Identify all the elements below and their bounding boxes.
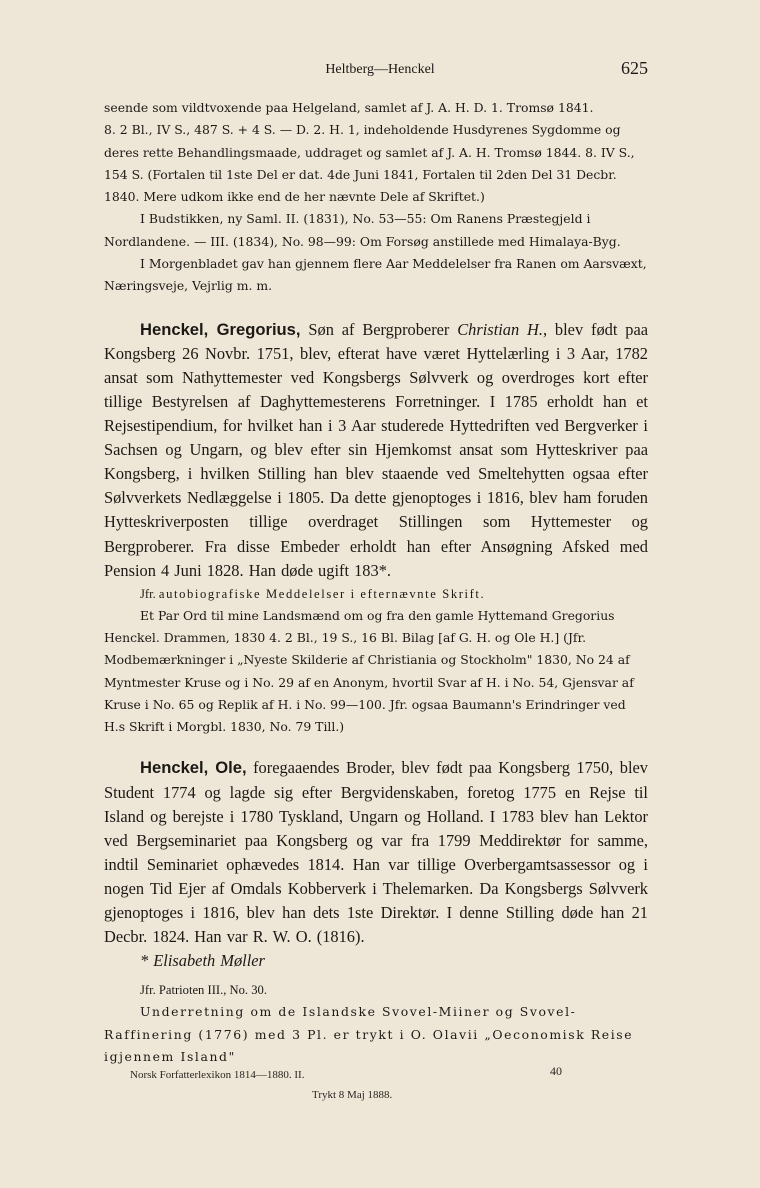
ole-works: Underretning om de Islandske Svovel-Miiner og Svovel-Raffinering (1776) med 3 Pl. er trykt i O. Olavii „Oeconomisk Reise igjennem Island" [104,1004,634,1064]
gregorius-bio-part2: , blev født paa Kongsberg 26 Novbr. 1751, blev, efterat have været Hyttelærling i 3 Aar, 1782 ansat som Nathyttemester ved Kongsbergs Sølvverk og overdroges kort efter tillige Bestyrelsen af Daghyttemesterens Forretninger. I 1785 erholdt han et Rejsestipendium, for hvilket han i 3 Aar studerede Hyttedriften ved Bergverker i Sachsen og Ungarn, og blev efter sin Hjemkomst ansat som Hytteskriver paa Kongsberg, i hvilken Stilling han blev staaende ved Smeltehytten ogsaa efter Sølvverkets Nedlæggelse i 1805. Da dette gjenoptoges i 1816, blev ham foruden Hytteskriverposten tillige overdraget Stillingen som Hyttemester og Bergproberer. Fra disse Embeder erholdt han efter Ansøgning Afsked med Pension 4 Juni 1828. Han døde ugift 183*. [104,319,648,580]
gregorius-works: Et Par Ord til mine Landsmænd om og fra den gamle Hyttemand Gregorius Henckel. Drammen, 1830 4. 2 Bl., 19 S., 16 Bl. Bilag [af G. H. og Ole H.] (Jfr. Modbemærkninger i „Nyeste Skilderie af Christiania og Stockholm" 1830, No 24 af Myntmester Kruse og i No. 29 af en Anonym, hvortil Svar af H. i No. 54, Gjensvar af Kruse i No. 65 og Replik af H. i No. 99—100. Jfr. ogsaa Baumann's Erindringer ved H.s Skrift i Morgbl. 1830, No. 79 Till.) [104,607,634,735]
entry-heading-gregorius: Henckel, Gregorius, [140,319,301,339]
entry-ole-henckel [104,756,648,949]
ole-bio: foregaaendes Broder, blev født paa Kongsberg 1750, blev Student 1774 og lagde sig efter Bergvidenskaben, foretog 1775 en Rejse til Island og berejste i 1780 Tyskland, Ungarn og Holland. I 1783 blev han Lektor ved Bergseminariet paa Kongsberg og var fra 1799 Meddirektør for samme, indtil Seminariet ophævedes 1814. Han var tillige Overbergamtsassessor og i nogen Tid Ejer af Omdals Kobberverk i Thelemarken. Da Kongsbergs Sølvverk gjenoptoges i 1816, blev han dets 1ste Direktør. I denne Stilling døde han 21 Decbr. 1824. Han var R. W. O. (1816). [104,758,648,947]
sheet-number: 40 [550,1064,562,1078]
page-content [104,97,648,1068]
page-number: 625 [621,58,648,78]
ole-spouse: * Elisabeth Møller [140,951,265,971]
gregorius-bio-part1: Søn af Bergproberer [300,319,458,339]
heltberg-works-continued: 8. 2 Bl., IV S., 487 S. + 4 S. — D. 2. H. 1, indeholdende Husdyrenes Sygdomme og deres rette Behandlingsmaade, uddraget og samlet af J. A. H. Tromsø 1844. 8. IV S., 154 S. (Fortalen til 1ste Del er dat. 4de Juni 1841, Fortalen til 2den Del 31 Decbr. 1840. Mere udkom ikke end de her nævnte Dele af Skriftet.) [104,122,635,205]
printer-signature: Norsk Forfatterlexikon 1814—1880. II. [130,1069,305,1081]
heltberg-morgenbladet: I Morgenbladet gav han gjennem flere Aar Meddelelser fra Ranen om Aarsvæxt, Næringsveje, Vejrlig m. m. [104,256,647,294]
heltberg-line-1: seende som vildtvoxende paa Helgeland, samlet af J. A. H. D. 1. Tromsø 1841. [104,100,594,115]
page-header [0,58,760,86]
entry-gregorius-henckel [104,318,648,583]
heltberg-budstikken: I Budstikken, ny Saml. II. (1831), No. 53—55: Om Ranens Præstegjeld i Nordlandene. — III. (1834), No. 98—99: Om Forsøg anstillede med Himalaya-Byg. [104,211,621,249]
gregorius-father-name: Christian H. [457,319,543,339]
gregorius-reference [104,583,648,605]
gregorius-jfr-text: autobiografiske Meddelelser i efternævnte Skrift. [158,586,486,601]
print-date: Trykt 8 Maj 1888. [312,1089,393,1101]
entry-heading-ole: Henckel, Ole, [140,758,247,778]
gregorius-jfr-label: Jfr. [140,586,156,601]
running-title: Heltberg—Henckel [325,62,435,77]
ole-reference: Jfr. Patrioten III., No. 30. [140,983,267,998]
